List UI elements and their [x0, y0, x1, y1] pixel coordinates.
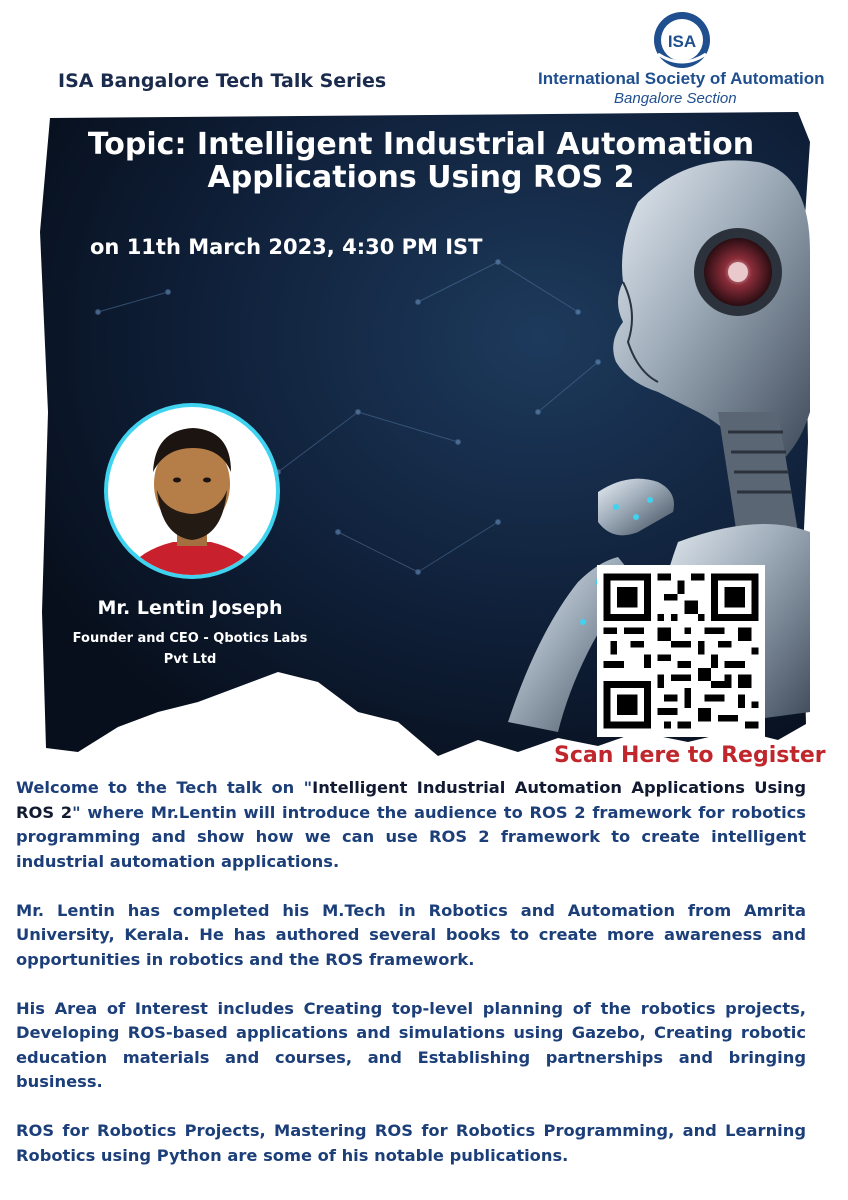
speaker-role-line-2: Pvt Ltd — [163, 652, 217, 667]
description-paragraph-4: ROS for Robotics Projects, Mastering ROS for Robotics Programming, and Learning Robotics using Python are some of his notable publications. — [16, 1121, 806, 1165]
description-paragraph-2: Mr. Lentin has completed his M.Tech in Robotics and Automation from Amrita University, Kerala. He has authored several books to create more awareness and opportunities in robotics and the ROS framework. — [16, 900, 806, 969]
description-paragraph-3: His Area of Interest includes Creating top-level planning of the robotics projects, Developing ROS-based applications and simulations using Gazebo, Creating robotic education materials and courses, and Establishing partnerships and bringing business. — [16, 998, 806, 1091]
description-paragraph-1 — [16, 776, 806, 874]
speaker-role — [40, 628, 340, 670]
event-series-title: ISA Bangalore Tech Talk Series — [58, 70, 387, 92]
organization-name: International Society of Automation — [538, 69, 825, 88]
topic-line-2: Applications Using ROS 2 — [207, 160, 635, 195]
organization-section: Bangalore Section — [614, 90, 737, 107]
talk-topic-title — [60, 128, 782, 194]
speaker-role-line-1: Founder and CEO - Qbotics Labs — [72, 631, 308, 646]
isa-globe-logo-icon — [652, 10, 712, 70]
talk-description — [16, 776, 806, 1193]
intro-text: Welcome to the Tech talk on " — [16, 778, 313, 797]
isa-logo-text: ISA — [667, 32, 697, 51]
speaker-portrait-icon — [103, 402, 281, 580]
registration-qr-code-icon[interactable] — [597, 565, 765, 737]
event-date: on 11th March 2023, 4:30 PM IST — [90, 235, 483, 259]
speaker-name: Mr. Lentin Joseph — [97, 597, 283, 619]
register-call-to-action[interactable]: Scan Here to Register — [554, 743, 826, 768]
highlighted-topic: Intelligent Industrial Automation Applications Using ROS 2 — [16, 778, 806, 822]
intro-text-continued: " where Mr.Lentin will introduce the audience to ROS 2 framework for robotics programming and show how we can use ROS 2 framework to create intelligent industrial automation applications. — [16, 802, 806, 871]
topic-line-1: Topic: Intelligent Industrial Automation — [87, 127, 755, 162]
